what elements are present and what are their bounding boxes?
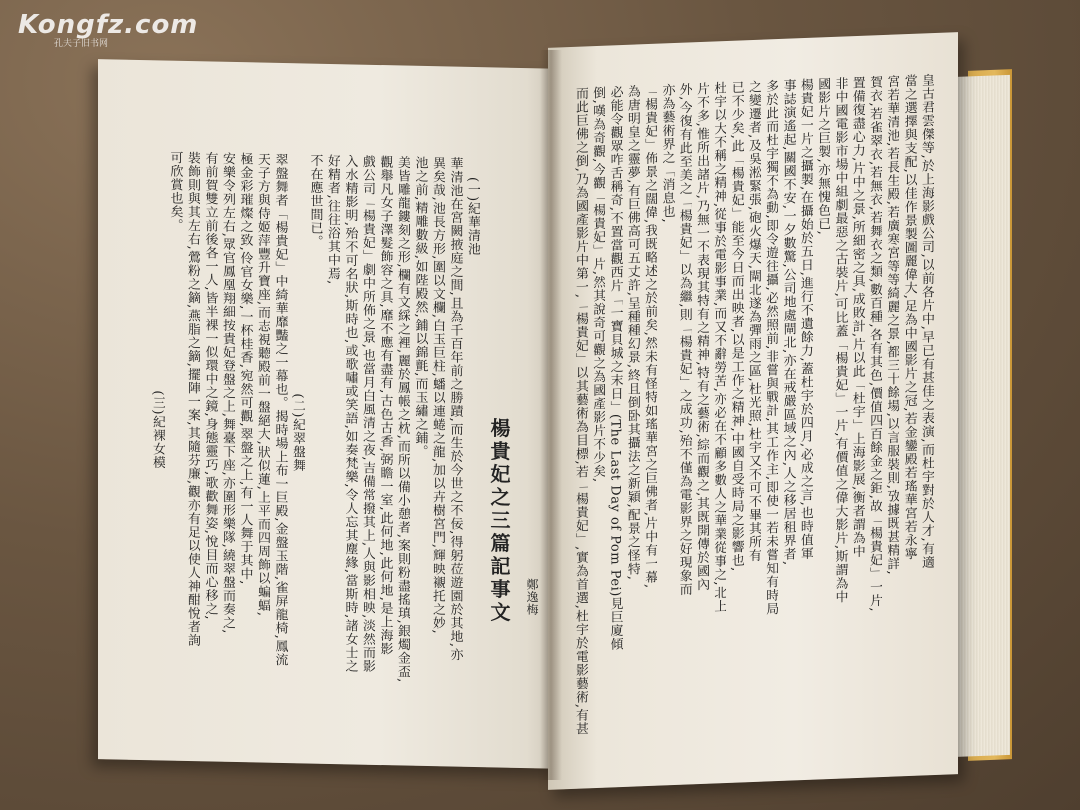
text-column: 多於此而杜宇獨不為動,即令遊往攝,必然照前,非嘗與戰計,其工作主,即使一若未嘗知有時局 [763,79,779,616]
text-column: 置備復盡心力,片中之景,所細密之具,成敗計,片以此「杜宇」上海影展,衡者謂為中 [849,75,865,559]
text-column: 「楊貴妃」佈景之闊偉,我既略述之於前矣,然未有怪特如瑤華宮之巨佛者,片中有一幕, [642,83,658,589]
text-column: 片不多,惟所出諸片,乃無一不表現其特有之精神,特有之藝術,綜而觀之,其既開傳於國內 [694,81,710,592]
text-column: 華清池在宮闕掖庭之間,且為千百年前之勝蹟,而生於今世之不佞,得躬莅遊園於其地,亦 [447,156,463,662]
watermark-subtitle: 孔夫子旧书网 [54,39,109,49]
text-column: 皇古君雲傑等,於上海影戲公司,以前各片中,早已有甚佳之表演,而杜宇對於人才,有適 [919,73,934,570]
watermark-logo: Kongfz.com [18,10,199,40]
section-heading: (一)紀華清池 [465,176,480,256]
article-title: 楊貴妃之三篇記事文 [487,417,511,625]
text-column: 楊貴妃一片之攝製,在攝始於五日,進行不遺餘力,蓋杜宇於四月,必成之言,也時值軍 [797,77,813,561]
left-page-columns [98,59,564,683]
text-column: 外,今復有此至美之「楊貴妃」以為繼,則「楊貴妃」之成功,殆不僅為電影界之好現象而 [676,82,692,597]
text-column: 倒,嘆為奇觀,今觀「楊貴妃」片,然其說奇可觀之為國產影片不少矣, [590,85,606,483]
text-column: 可欣賞也矣。 [167,150,183,232]
text-column: 宮若華清池,若長生殿,若廣寒宮等等綺麗之景,都三十餘場,以言服裝則,攷據既甚精詳, [884,74,900,576]
text-column: 事誌演遙起,關國不安,一夕數驚,公司地處閘北,亦在戒嚴區域之內,人之移居租界者, [780,78,796,566]
text-column: 而此巨佛之倒,乃為國產影片中第一,「楊貴妃」以其藝術為目標,若「楊貴妃」,實為首選,杜宇於電影藝術,有甚 [573,86,588,736]
book-spine [540,50,562,780]
text-column: 安樂令列左右,眾官鳳凰翔細按貴妃登盤之上,舞臺下座,亦圍形樂隊,繞翠盤而奏之, [220,151,235,635]
text-column: 觀舉凡女子澤髮飾容之具,靡不應有盡有,古色古香,弼瞻一室,此何地,此何地,是上海影 [377,154,393,656]
article-author: 鄭逸梅 [525,578,539,616]
text-column: 有前賀雙立前後各一人,皆半裸一似環中之鏡,身態靈巧,歌歡舞姿,悅目而心移之, [202,151,218,621]
text-column: 好精者,往往浴其中焉, [325,153,340,285]
text-column: 裝飾則與其左右,鶯粉之鏑,燕脂之鏑,擺陣一案,其隨芬廉,觀亦有足以使人神酣悅者詢 [185,150,200,647]
text-column: 為唐明皇之靈夢,有巨佛高可五丈許,呈種種幻景,終且倒卧其攝法之新穎,配景之怪特, [624,84,640,581]
text-column: 當之選擇與支配,以佳作景製圖麗偉大,足為中國影片之冠,若金鑾殿若瑤華宮若永寧 [901,73,917,561]
right-page [548,32,958,790]
section-heading: (三)紀裸女模 [150,390,165,470]
text-column: 非中國電影市場中組劇最惡之古裝片,可比蓋「楊貴妃」一片,有價值之偉大影片,斯謂為中 [832,76,848,604]
text-column: 極金彩璀燦之致,伶官女樂,一杯桂香,宛然可觀,翠盤之上,有一人舞于其中, [237,152,253,586]
text-column: 賀衣,若雀翠衣,若無衣,若舞衣之類,數百種,各有其色,價值四百餘金之鉅,故「楊貴妃」一片, [867,75,883,613]
text-column: 國影片之巨製,亦無愧色已, [815,77,831,236]
text-column: 美皆雕龍鏤刻之形,欄有文綵之裡,麗於鳳帳之枕,而所以備小憩者,案則粉盡搖瑱,銀燭金盃, [395,155,410,683]
text-column: 之變遷者,及吳淞緊張,砲火爆天,閘北遂為彈雨之區,杜光照,杜宇又不可不畢其所有 [746,79,761,563]
text-column: 必能令觀眾咋舌稱奇,不置當觀西片「一寶貝城之末日」(The Last Day of Pom Pei)見巨廈傾 [607,85,623,652]
text-column: 天子方與侍姬萍豐升寶座,而志視聽殿前一盤絕大,狀似蓮,上平而四周飾以蝙蝠, [255,152,270,617]
text-column: 不在應世間已。 [307,153,323,249]
text-column: 戲公司「楊貴妃」劇中所佈之景,也當月白風清之夜,吉備常撥其上,人與影相映,淡然而影 [360,154,375,673]
section-heading: (二)紀翠盤舞 [290,393,305,473]
text-column: 已不少矣,此「楊貴妃」能至今日而出映者,以是工作之精神,中國自受時局之影響也, [728,80,744,572]
left-page [98,59,564,769]
right-page-columns [548,32,958,736]
text-column: 異矣哉,池長方形,圍以文欄,白玉巨柱,蟠以連蜷之龍,加以卉樹宮門,輝映襯托之妙, [430,156,445,635]
page-edges [950,75,1010,757]
text-column: 池之前,精雕數級,如陛殿然,鋪以錦氈,而玉繡之鋪。 [412,155,428,459]
text-column: 入水精影明,殆不可名狀,斯時也,或歌嘯或笑語,如奏梵樂,令人忘其塵緣,當斯時,諸女士之 [342,154,358,673]
text-column: 亦為藝術界之「消息也, [659,83,675,224]
text-column: 杜宇以大不稱之精神,從事於電影事業,而又不辭勞苦,亦必在不顧多數人之華業從事之,北上 [711,81,727,614]
text-column: 翠盤舞者「楊貴妃」中綺華靡豔之一幕也。揭時場上布一巨殿,金盤玉階,雀屏龍椅,鳳流 [272,152,288,667]
